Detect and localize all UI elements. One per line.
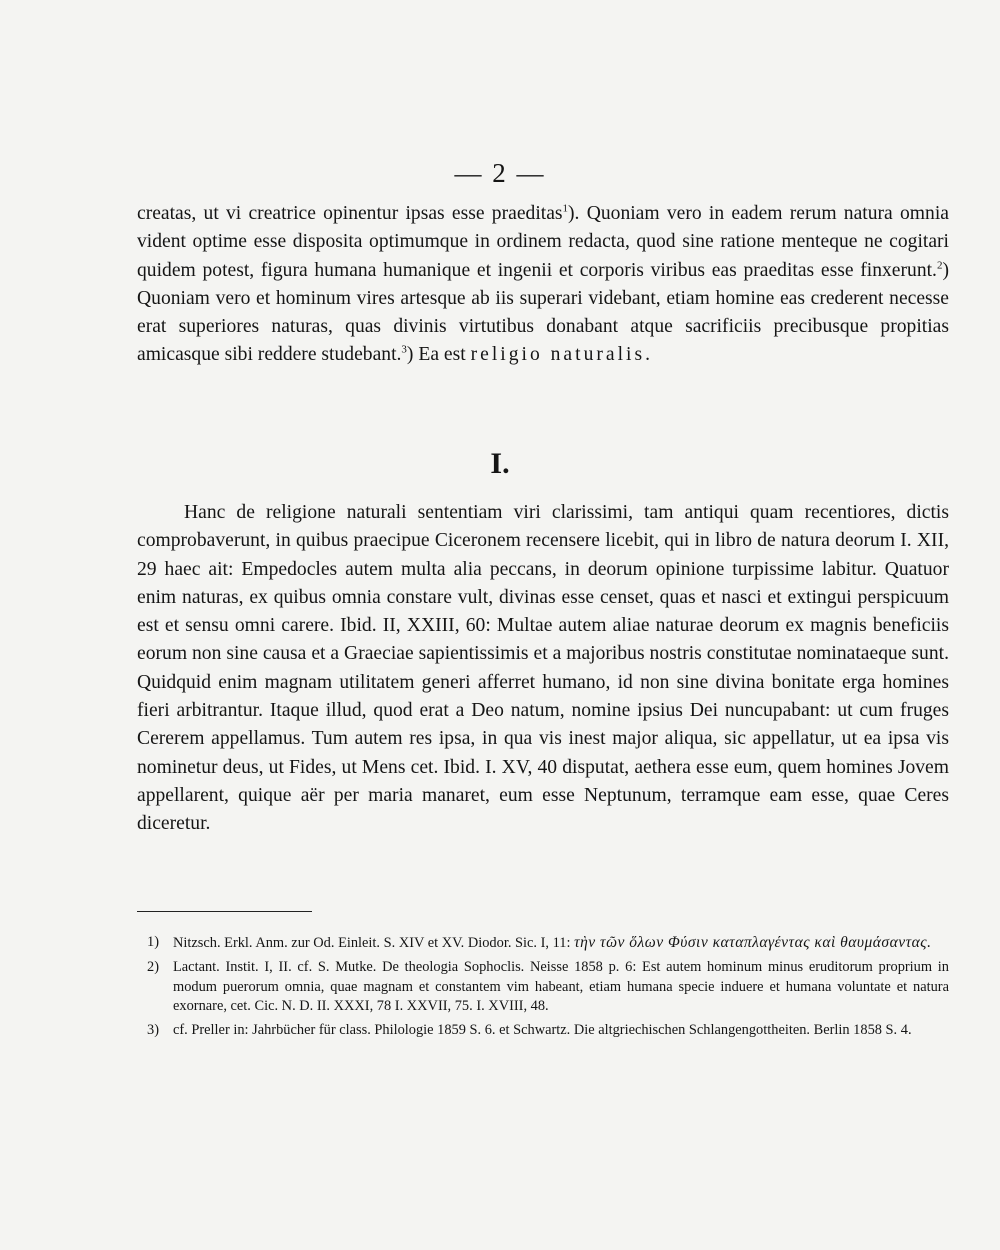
footnote-text: Nitzsch. Erkl. Anm. zur Od. Einleit. S. XIV et XV. Diodor. Sic. I, 11: [173, 935, 571, 951]
footnote-marker: 1) [147, 934, 159, 950]
footnote-marker: 3) [147, 1022, 159, 1039]
footnotes [137, 933, 949, 1045]
intro-text-2: ). Quoniam vero in eadem rerum natura omnia vident optime esse disposita optimumque in ordinem redacta, quod sine ratione menteque ne cogitari quidem potest, figura humana humanique et ingenii et corporis viribus eas praeditas esse finxerunt. [137, 203, 949, 281]
footnote-divider [137, 911, 312, 912]
footnote-1 [137, 933, 949, 954]
footnote-ref-2: 2 [936, 259, 943, 272]
intro-text-3: ) Quoniam vero et hominum vires artesque ab iis superari videbant, etiam homine eas crederent necesse erat superiores naturas, quas divinis virtutibus donabant atque sacrificiis precibusque propitias amicasque sibi reddere studebant. [137, 259, 949, 366]
religio-naturalis-term: religio naturalis. [470, 344, 654, 366]
intro-text-1: creatas, ut vi creatrice opinentur ipsas esse praeditas [137, 203, 563, 224]
footnote-ref-1: 1 [562, 202, 569, 215]
section-heading: I. [490, 447, 510, 480]
footnote-ref-3: 3 [401, 343, 407, 356]
page-number: — 2 — [454, 158, 546, 188]
footnote-text: Lactant. Instit. I, II. cf. S. Mutke. De theologia Sophoclis. Neisse 1858 p. 6: Est autem hominum minus eruditorum proprium in modum puerorum omnia, quae magnam et constantem vim habeant, etiam humana specie induere et humana voluntate et natura exornare, cet. Cic. N. D. II. XXXI, 78 I. XXVII, 75. I. XVIII, 48. [173, 958, 949, 1015]
footnote-text: cf. Preller in: Jahrbücher für class. Philologie 1859 S. 6. et Schwartz. Die altgriechischen Schlangengottheiten. Berlin 1858 S. 4. [173, 1022, 912, 1039]
intro-text-4: ) Ea est [406, 344, 466, 366]
section-paragraph [137, 499, 949, 839]
section-text: Hanc de religione naturali sententiam viri clarissimi, tam antiqui quam recentiores, dictis comprobaverunt, in quibus praecipue Ciceronem recensere licebit, qui in libro de natura deorum I. XII, 29 haec ait: Empedocles autem multa alia peccans, in deorum opinione turpissime labitur. Quatuor enim naturas, ex quibus omnia constare vult, divinas esse censet, quas et nasci et extingui perspicuum est et sensu omni carere. Ibid. II, XXIII, 60: Multae autem aliae naturae deorum ex magnis beneficiis eorum non sine causa et a Graeciae sapientissimis et a majoribus nostris constitutae nominataeque sunt. Quidquid enim magnam utilitatem generi afferret humano, id non sine divina bonitate erga homines fieri arbitrantur. Itaque illud, quod erat a Deo natum, nomine ipsius Dei nuncupabant: ut cum fruges Cererem appellamus. Tum autem res ipsa, in qua vis inest major aliqua, sic appellatur, ut ea ipsa vis nominetur deus, ut Fides, ut Mens cet. Ibid. I. XV, 40 disputat, aethera esse eum, quem homines Jovem appellarent, quique aër per maria manaret, eum esse Neptunum, terramque eam esse, quae Ceres diceretur. [137, 502, 949, 835]
footnote-greek-quote: τὴν τῶν ὅλων Φύσιν καταπλαγέντας καὶ θαυμάσαντας. [574, 934, 932, 951]
footnote-2 [137, 958, 949, 1017]
footnote-3 [137, 1021, 949, 1041]
footnote-marker: 2) [147, 958, 159, 975]
intro-paragraph [137, 200, 949, 370]
